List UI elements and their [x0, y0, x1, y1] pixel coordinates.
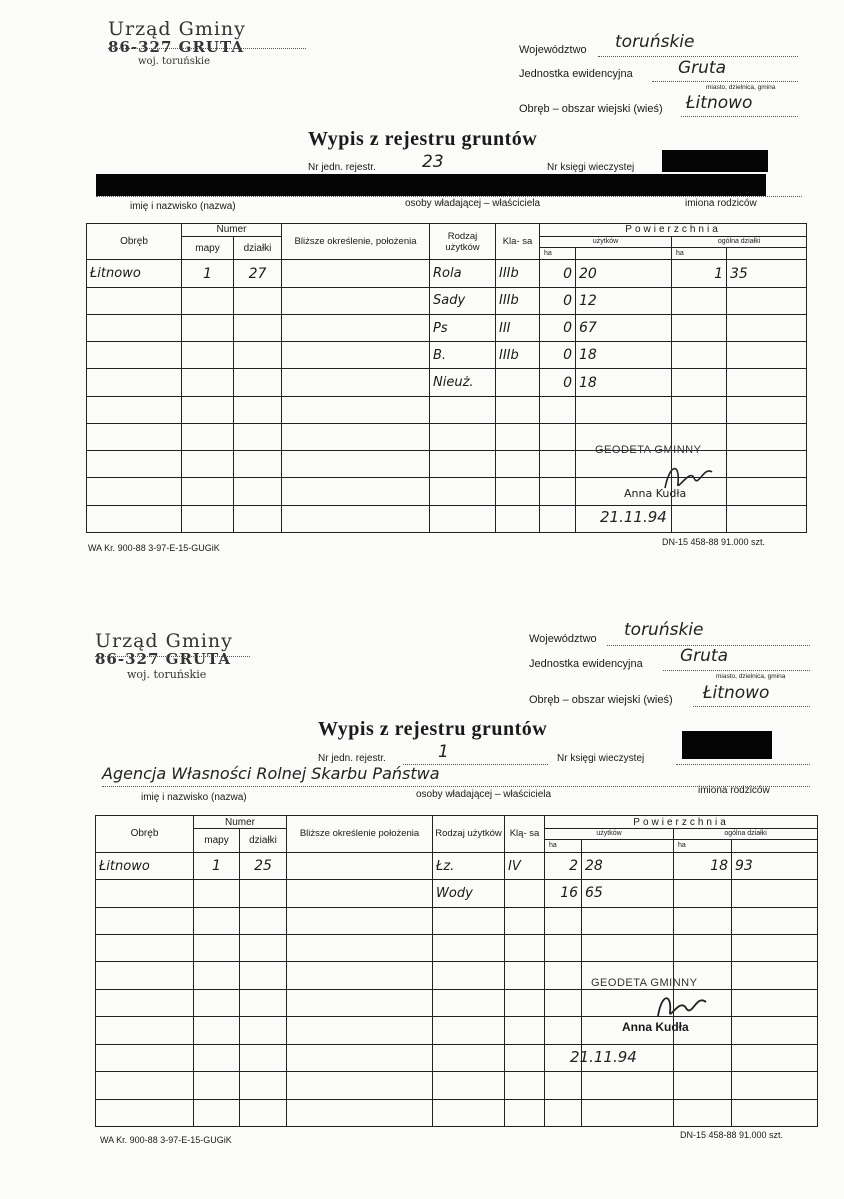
cell-mapy	[194, 907, 240, 934]
cell-obreb	[87, 369, 182, 396]
obreb-label: Obręb – obszar wiejski (wieś)	[529, 694, 673, 706]
cell-mapy	[182, 396, 234, 423]
jednostka-note: miasto, dzielnica, gmina	[716, 673, 786, 680]
col-mapy: mapy	[182, 236, 234, 260]
footer-left: WA Kr. 900-88 3-97-E-15-GUGiK	[88, 543, 220, 553]
cell-og-ar	[732, 989, 818, 1016]
cell-ha	[545, 907, 582, 934]
cell-dzialki	[234, 369, 282, 396]
cell-ar	[576, 396, 672, 423]
cell-obreb	[87, 287, 182, 314]
cell-obreb	[96, 1017, 194, 1044]
cell-og-ar	[727, 342, 807, 369]
cell-dzialki	[240, 1099, 287, 1127]
table-row	[96, 880, 818, 907]
col-blizsze: Bliższe określenie, położenia	[282, 224, 430, 260]
cell-rodzaj: Nieuż.	[430, 369, 496, 396]
cell-klasa	[496, 369, 540, 396]
table-row	[96, 852, 818, 879]
wojewodztwo-label: Województwo	[529, 633, 597, 645]
cell-klasa	[505, 907, 545, 934]
footer-right: DN-15 458-88 91.000 szt.	[680, 1130, 784, 1140]
jednostka-note: miasto, dzielnica, gmina	[706, 84, 776, 91]
cell-blizsze	[282, 396, 430, 423]
jednostka-label: Jednostka ewidencyjna	[529, 658, 643, 670]
table-row	[96, 935, 818, 962]
col-rodzaj: Rodzaj użytków	[430, 224, 496, 260]
cell-rodzaj	[430, 505, 496, 532]
cell-rodzaj	[433, 1072, 505, 1099]
cell-mapy	[182, 505, 234, 532]
cell-ha	[540, 423, 576, 450]
cell-klasa	[496, 451, 540, 478]
geodeta-stamp: GEODETA GMINNY	[595, 444, 702, 456]
jednostka-label: Jednostka ewidencyjna	[519, 68, 633, 80]
table-row	[96, 907, 818, 934]
cell-dzialki	[234, 478, 282, 505]
cell-rodzaj	[430, 396, 496, 423]
cell-dzialki	[234, 342, 282, 369]
cell-blizsze	[287, 1017, 433, 1044]
cell-mapy	[182, 287, 234, 314]
cell-dzialki	[240, 1044, 287, 1071]
cell-dzialki	[240, 935, 287, 962]
cell-obreb	[96, 935, 194, 962]
cell-og-ar	[732, 962, 818, 989]
cell-obreb	[96, 1072, 194, 1099]
redaction-owner	[96, 174, 766, 196]
cell-mapy	[194, 1099, 240, 1127]
cell-ha	[545, 935, 582, 962]
reg-value: 1	[438, 742, 449, 762]
cell-og-ar	[727, 478, 807, 505]
col-powierzchnia: Powierzchnia	[540, 224, 807, 237]
cell-dzialki	[234, 505, 282, 532]
jednostka-value: Gruta	[680, 646, 729, 666]
owner-parents-label: imiona rodziców	[685, 198, 757, 209]
cell-blizsze	[282, 342, 430, 369]
col-ha-1: ha	[545, 839, 582, 852]
register-table	[95, 815, 818, 1127]
cell-klasa	[496, 478, 540, 505]
owner-parents-label: imiona rodziców	[698, 785, 770, 796]
cell-dzialki	[240, 1017, 287, 1044]
cell-ha: 0	[540, 287, 576, 314]
cell-obreb	[87, 505, 182, 532]
cell-blizsze	[282, 423, 430, 450]
kw-label: Nr księgi wieczystej	[547, 162, 635, 173]
cell-ha	[545, 1072, 582, 1099]
kw-label: Nr księgi wieczystej	[557, 753, 645, 764]
cell-ha: 0	[540, 260, 576, 287]
cell-og-ha	[672, 287, 727, 314]
geodeta-stamp: GEODETA GMINNY	[591, 977, 698, 989]
cell-mapy	[194, 962, 240, 989]
cell-og-ar: 35	[727, 260, 807, 287]
cell-klasa	[505, 1017, 545, 1044]
table-row	[87, 396, 807, 423]
cell-rodzaj: Wody	[433, 880, 505, 907]
col-uzytkow: użytków	[540, 236, 672, 247]
cell-ha	[545, 1017, 582, 1044]
col-ogolna: ogólna działki	[672, 236, 807, 247]
cell-mapy	[182, 423, 234, 450]
cell-obreb	[96, 989, 194, 1016]
cell-og-ha	[672, 396, 727, 423]
stamp-line-1: Urząd Gminy	[108, 18, 246, 40]
owner-name-label: imię i nazwisko (nazwa)	[130, 201, 236, 212]
cell-mapy	[194, 935, 240, 962]
cell-og-ar	[727, 423, 807, 450]
wojewodztwo-value: toruńskie	[624, 620, 704, 640]
cell-dzialki	[234, 451, 282, 478]
cell-mapy	[194, 1044, 240, 1071]
cell-rodzaj	[433, 1099, 505, 1127]
cell-blizsze	[282, 314, 430, 341]
cell-dzialki	[234, 396, 282, 423]
col-ha-2: ha	[674, 839, 732, 852]
cell-ha	[545, 989, 582, 1016]
cell-blizsze	[282, 287, 430, 314]
cell-ar: 18	[576, 342, 672, 369]
date: 21.11.94	[600, 508, 667, 526]
col-ha-1: ha	[540, 247, 576, 260]
col-powierzchnia: Powierzchnia	[545, 816, 818, 829]
cell-ar: 28	[582, 852, 674, 879]
cell-og-ar	[732, 907, 818, 934]
cell-ar	[582, 935, 674, 962]
cell-obreb	[87, 396, 182, 423]
table-row	[96, 1099, 818, 1127]
table-row	[87, 314, 807, 341]
cell-og-ar	[727, 396, 807, 423]
cell-blizsze	[287, 907, 433, 934]
obreb-value: Łitnowo	[686, 93, 753, 113]
table-row	[96, 1044, 818, 1071]
cell-ar: 65	[582, 880, 674, 907]
cell-og-ha	[674, 907, 732, 934]
cell-og-ar	[727, 287, 807, 314]
cell-blizsze	[287, 1099, 433, 1127]
cell-klasa	[496, 505, 540, 532]
cell-mapy	[194, 989, 240, 1016]
cell-obreb	[96, 1044, 194, 1071]
cell-og-ha	[674, 935, 732, 962]
redaction-kw	[662, 150, 768, 172]
table-row	[96, 1072, 818, 1099]
col-rodzaj: Rodzaj użytków	[433, 816, 505, 853]
cell-dzialki	[234, 423, 282, 450]
cell-rodzaj: Sady	[430, 287, 496, 314]
owner-value: Agencja Własności Rolnej Skarbu Państwa	[102, 764, 440, 783]
cell-klasa: IIIb	[496, 287, 540, 314]
cell-blizsze	[282, 260, 430, 287]
cell-obreb	[96, 962, 194, 989]
cell-og-ar	[732, 1099, 818, 1127]
col-ha-2: ha	[672, 247, 727, 260]
cell-ha: 0	[540, 369, 576, 396]
cell-rodzaj	[430, 478, 496, 505]
footer-right: DN-15 458-88 91.000 szt.	[662, 537, 766, 547]
obreb-value: Łitnowo	[703, 683, 770, 703]
cell-dzialki: 27	[234, 260, 282, 287]
cell-klasa	[505, 1099, 545, 1127]
cell-mapy	[182, 451, 234, 478]
cell-mapy	[182, 478, 234, 505]
cell-og-ha: 18	[674, 852, 732, 879]
cell-rodzaj: B.	[430, 342, 496, 369]
cell-dzialki	[240, 880, 287, 907]
cell-rodzaj	[433, 989, 505, 1016]
cell-klasa	[496, 423, 540, 450]
cell-mapy	[182, 342, 234, 369]
cell-og-ar	[732, 1017, 818, 1044]
cell-rodzaj	[433, 962, 505, 989]
cell-mapy	[194, 1072, 240, 1099]
cell-klasa	[505, 1044, 545, 1071]
cell-rodzaj	[433, 1044, 505, 1071]
owner-name-label: imię i nazwisko (nazwa)	[141, 792, 247, 803]
cell-ar: 18	[576, 369, 672, 396]
geodeta-name: Anna Kudła	[624, 487, 687, 500]
cell-og-ar	[732, 1072, 818, 1099]
col-dzialki: działki	[240, 829, 287, 853]
col-uzytkow: użytków	[545, 829, 674, 840]
cell-mapy	[194, 880, 240, 907]
stamp-line-2: 86-327 GRUTA	[95, 650, 231, 668]
cell-ha	[540, 451, 576, 478]
cell-ar: 12	[576, 287, 672, 314]
col-klasa: Klą- sa	[505, 816, 545, 853]
cell-mapy: 1	[194, 852, 240, 879]
cell-rodzaj	[433, 1017, 505, 1044]
table-row	[87, 505, 807, 532]
cell-og-ar	[727, 314, 807, 341]
cell-rodzaj	[430, 423, 496, 450]
cell-obreb: Łitnowo	[96, 852, 194, 879]
cell-blizsze	[287, 989, 433, 1016]
cell-mapy: 1	[182, 260, 234, 287]
cell-ha	[545, 962, 582, 989]
cell-blizsze	[282, 451, 430, 478]
cell-og-ar	[727, 505, 807, 532]
geodeta-name: Anna Kudła	[622, 1020, 689, 1034]
table-row	[87, 260, 807, 287]
cell-rodzaj: Ps	[430, 314, 496, 341]
cell-klasa	[505, 880, 545, 907]
cell-ha	[540, 505, 576, 532]
cell-klasa: IIIb	[496, 260, 540, 287]
obreb-label: Obręb – obszar wiejski (wieś)	[519, 103, 663, 115]
table-row	[87, 342, 807, 369]
cell-ar: 67	[576, 314, 672, 341]
cell-blizsze	[282, 505, 430, 532]
stamp-line-1: Urząd Gminy	[95, 630, 233, 652]
cell-ha: 0	[540, 342, 576, 369]
cell-rodzaj: Łz.	[433, 852, 505, 879]
cell-ar: 20	[576, 260, 672, 287]
redaction-kw	[682, 731, 772, 759]
cell-klasa: III	[496, 314, 540, 341]
cell-og-ha	[674, 1072, 732, 1099]
cell-obreb	[87, 451, 182, 478]
stamp-line-3: woj. toruńskie	[127, 668, 207, 681]
cell-og-ha	[674, 1044, 732, 1071]
cell-dzialki	[240, 1072, 287, 1099]
cell-blizsze	[282, 369, 430, 396]
col-obreb: Obręb	[96, 816, 194, 853]
col-ogolna: ogólna działki	[674, 829, 818, 840]
cell-ha	[540, 478, 576, 505]
jednostka-value: Gruta	[678, 58, 727, 78]
cell-ha	[540, 396, 576, 423]
cell-rodzaj: Rola	[430, 260, 496, 287]
cell-mapy	[182, 314, 234, 341]
cell-mapy	[194, 1017, 240, 1044]
footer-left: WA Kr. 900-88 3-97-E-15-GUGiK	[100, 1135, 232, 1145]
cell-ar	[582, 907, 674, 934]
cell-ar	[582, 1099, 674, 1127]
cell-og-ha	[672, 314, 727, 341]
wojewodztwo-value: toruńskie	[615, 32, 695, 52]
table-row	[96, 962, 818, 989]
cell-klasa: IIIb	[496, 342, 540, 369]
cell-og-ar	[732, 880, 818, 907]
signature	[652, 988, 712, 1024]
cell-og-ar	[732, 1044, 818, 1071]
wojewodztwo-label: Województwo	[519, 44, 587, 56]
owner-role-label: osoby władającej – właściciela	[416, 789, 552, 800]
cell-og-ar	[727, 369, 807, 396]
cell-klasa	[505, 935, 545, 962]
cell-obreb	[96, 907, 194, 934]
cell-og-ar: 93	[732, 852, 818, 879]
cell-dzialki: 25	[240, 852, 287, 879]
cell-klasa	[505, 1072, 545, 1099]
cell-dzialki	[240, 907, 287, 934]
cell-og-ha	[674, 1099, 732, 1127]
reg-label: Nr jedn. rejestr.	[308, 162, 376, 173]
cell-blizsze	[287, 962, 433, 989]
stamp-line-3: woj. toruńskie	[138, 56, 211, 67]
cell-klasa: IV	[505, 852, 545, 879]
cell-blizsze	[287, 1044, 433, 1071]
cell-og-ha	[672, 505, 727, 532]
cell-ha	[545, 1099, 582, 1127]
cell-rodzaj	[433, 935, 505, 962]
cell-rodzaj	[433, 907, 505, 934]
cell-rodzaj	[430, 451, 496, 478]
col-mapy: mapy	[194, 829, 240, 853]
cell-obreb	[87, 342, 182, 369]
owner-role-label: osoby władającej – właściciela	[405, 198, 541, 209]
cell-ha: 2	[545, 852, 582, 879]
cell-og-ha: 1	[672, 260, 727, 287]
table-row	[87, 369, 807, 396]
cell-ha: 16	[545, 880, 582, 907]
col-klasa: Kla- sa	[496, 224, 540, 260]
table-row	[87, 287, 807, 314]
cell-mapy	[182, 369, 234, 396]
cell-obreb	[87, 314, 182, 341]
cell-ar	[582, 1072, 674, 1099]
cell-ha: 0	[540, 314, 576, 341]
cell-og-ha	[674, 880, 732, 907]
form-title: Wypis z rejestru gruntów	[318, 718, 548, 740]
reg-label: Nr jedn. rejestr.	[318, 753, 386, 764]
cell-klasa	[496, 396, 540, 423]
cell-blizsze	[287, 852, 433, 879]
cell-obreb	[96, 1099, 194, 1127]
col-numer: Numer	[182, 224, 282, 237]
stamp-line-2: 86-327 GRUTA	[108, 38, 244, 56]
cell-blizsze	[282, 478, 430, 505]
cell-blizsze	[287, 1072, 433, 1099]
cell-obreb: Łitnowo	[87, 260, 182, 287]
col-dzialki: działki	[234, 236, 282, 260]
cell-og-ha	[672, 342, 727, 369]
cell-dzialki	[234, 287, 282, 314]
office-stamp	[108, 18, 246, 67]
cell-obreb	[87, 478, 182, 505]
cell-blizsze	[287, 935, 433, 962]
cell-dzialki	[240, 962, 287, 989]
cell-klasa	[505, 962, 545, 989]
col-numer: Numer	[194, 816, 287, 829]
cell-dzialki	[234, 314, 282, 341]
form-title: Wypis z rejestru gruntów	[308, 128, 538, 150]
cell-dzialki	[240, 989, 287, 1016]
cell-obreb	[96, 880, 194, 907]
cell-klasa	[505, 989, 545, 1016]
cell-og-ha	[672, 369, 727, 396]
cell-og-ar	[732, 935, 818, 962]
cell-obreb	[87, 423, 182, 450]
cell-og-ar	[727, 451, 807, 478]
col-blizsze: Bliższe określenie położenia	[287, 816, 433, 853]
col-obreb: Obręb	[87, 224, 182, 260]
cell-blizsze	[287, 880, 433, 907]
date: 21.11.94	[570, 1048, 637, 1066]
reg-value: 23	[422, 152, 444, 172]
